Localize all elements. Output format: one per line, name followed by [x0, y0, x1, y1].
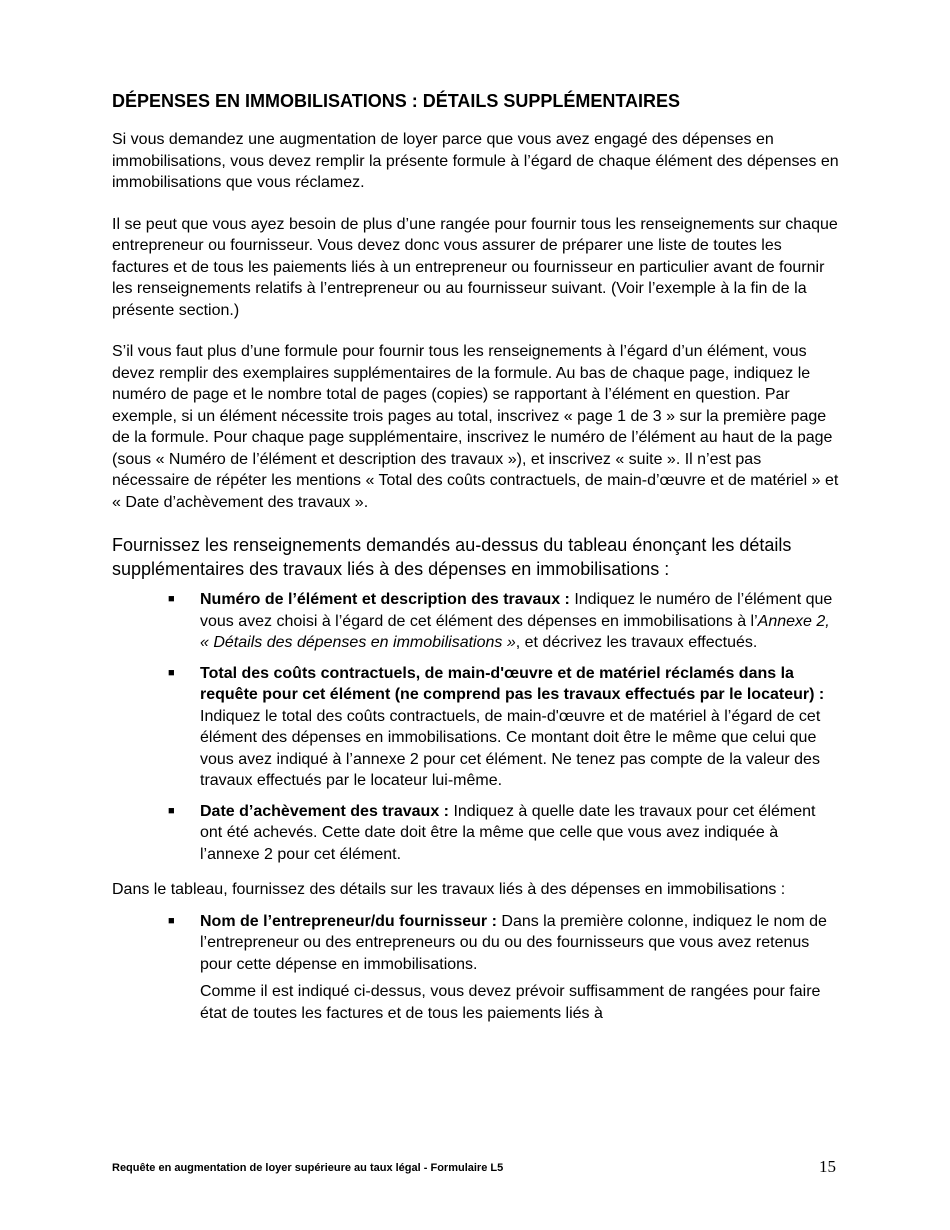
lead-paragraph: Fournissez les renseignements demandés au-dessus du tableau énonçant les détails supplémentaires des travaux liés à des dépenses en immobilisations : — [112, 535, 792, 579]
section-title: DÉPENSES EN IMMOBILISATIONS : DÉTAILS SUPPLÉMENTAIRES — [112, 91, 681, 111]
intro-paragraph-2: Il se peut que vous ayez besoin de plus d’une rangée pour fournir tous les renseignements sur chaque entrepreneur ou fournisseur. Vous devez donc vous assurer de préparer une liste de toutes les factures et de tous les paiements liés à un entrepreneur ou fournisseur en particulier avant de fournir les renseignements relatifs à l’entrepreneur ou au fournisseur suivant. (Voir l’exemple à la fin de la présente section.) — [112, 215, 838, 319]
square-bullet-icon: ■ — [168, 666, 175, 679]
square-bullet-icon: ■ — [168, 593, 175, 605]
continuation-paragraph: Comme il est indiqué ci-dessus, vous devez prévoir suffisamment de rangées pour faire état de toutes les factures et de tous les paiements liés à — [200, 983, 821, 1022]
table-intro-paragraph: Dans le tableau, fournissez des détails sur les travaux liés à des dépenses en immobilisations : — [112, 881, 786, 898]
intro-paragraph-3: S’il vous faut plus d’une formule pour fournir tous les renseignements à l’égard d’un élément, vous devez remplir des exemplaires supplémentaires de la formule. Au bas de chaque page, indiquez le numéro de page et le nombre total de pages (copies) se rapportant à l’élément en question. Par exemple, si un élément nécessite trois pages au total, inscrivez « page 1 de 3 » sur la première page de la formule. Pour chaque page supplémentaire, inscrivez le numéro de l’élément au haut de la page (sous « Numéro de l’élément et description des travaux »), et inscrivez « suite ». Il n’est pas nécessaire de répéter les mentions « Total des coûts contractuels, de main-d’œuvre et de matériel » et « Date d’achèvement des travaux ». — [112, 343, 839, 511]
list-item: ■ Nom de l’entrepreneur/du fournisseur : Dans la première colonne, indiquez le nom de l’entrepreneur ou des entrepreneurs ou du ou des fournisseurs que vous avez retenus pour cette dépense en immobilisations. — [168, 912, 827, 973]
list-item: ■ Numéro de l’élément et description des travaux : Indiquez le numéro de l’élément que vous avez choisi à l’égard de cet élément des dépenses en immobilisations à l’Annexe 2, « Détails des dépenses en immobilisations », et décrivez les travaux effectués. — [168, 591, 833, 651]
header-fields-list — [112, 589, 842, 865]
page-number: 15 — [819, 1157, 836, 1176]
square-bullet-icon: ■ — [168, 914, 175, 927]
document-page — [112, 90, 842, 1024]
list-item: ■ Date d’achèvement des travaux : Indiquez à quelle date les travaux pour cet élément ont été achevés. Cette date doit être la même que celle que vous avez indiquée à l’annexe 2 pour cet élément. — [168, 802, 816, 863]
table-fields-list — [112, 911, 842, 976]
square-bullet-icon: ■ — [168, 804, 175, 817]
footer-form-title: Requête en augmentation de loyer supérieure au taux légal - Formulaire L5 — [112, 1162, 504, 1174]
intro-paragraph-1: Si vous demandez une augmentation de loyer parce que vous avez engagé des dépenses en immobilisations, vous devez remplir la présente formule à l’égard de chaque élément des dépenses en immobilisations que vous réclamez. — [112, 131, 839, 191]
list-item: ■ Total des coûts contractuels, de main-d'œuvre et de matériel réclamés dans la requête pour cet élément (ne comprend pas les travaux effectués par le locateur) : Indiquez le total des coûts contractuels, de main-d'œuvre et de matériel à l’égard de cet élément des dépenses en immobilisations. Ce montant doit être le même que celui que vous avez indiqué à l’annexe 2 pour cet élément. Ne tenez pas compte de la valeur des travaux effectués par le locateur lui-même. — [168, 664, 825, 789]
